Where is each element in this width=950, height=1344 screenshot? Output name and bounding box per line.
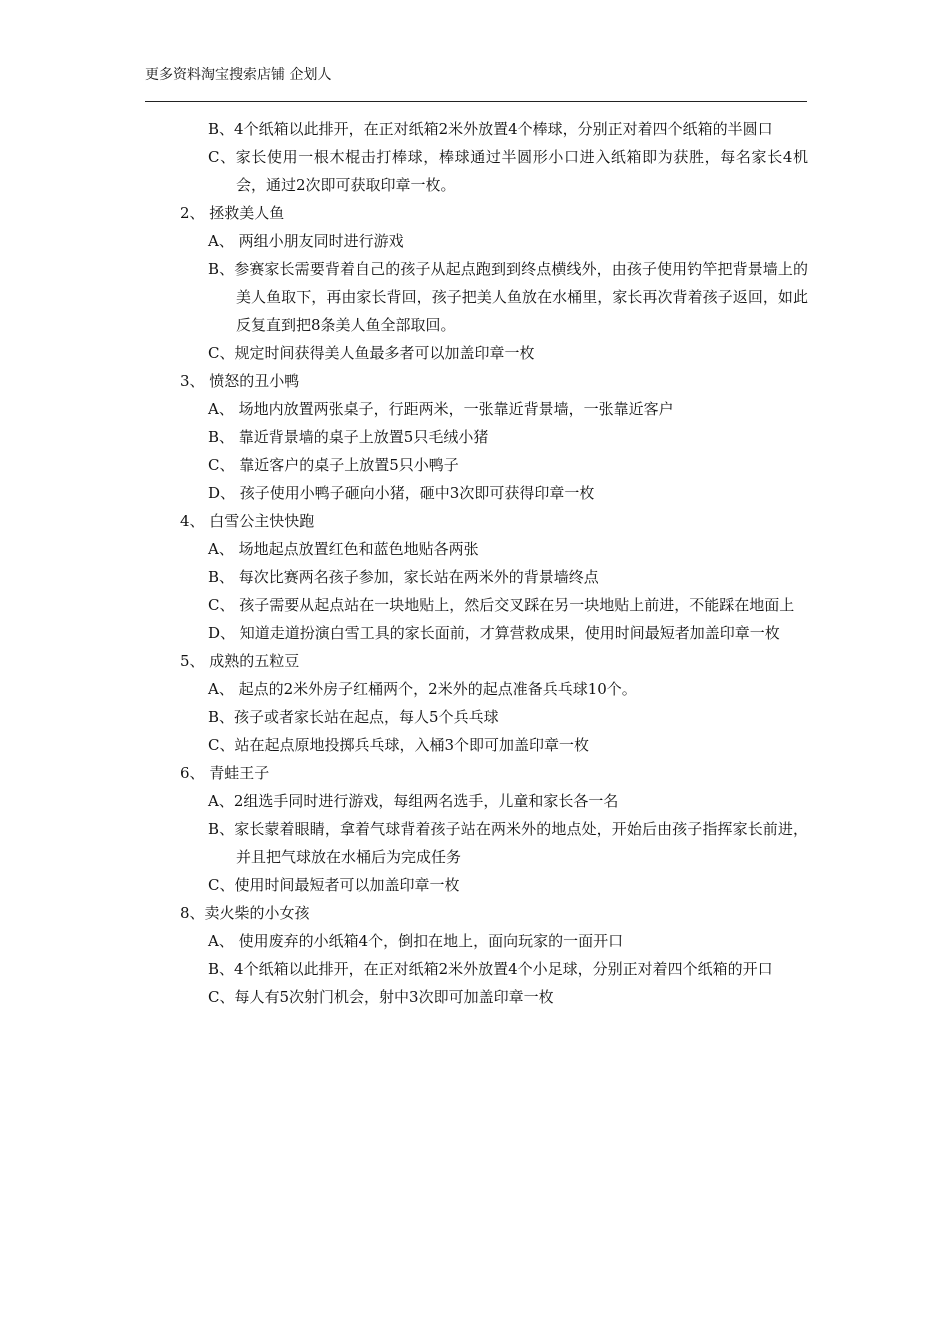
list-item: C、家长使用一根木棍击打棒球，棒球通过半圆形小口进入纸箱即为获胜，每名家长4机会，通过2次即可获取印章一枚。	[208, 148, 808, 194]
list-item: C、规定时间获得美人鱼最多者可以加盖印章一枚	[208, 344, 535, 362]
list-item: C、使用时间最短者可以加盖印章一枚	[208, 876, 460, 894]
section-heading: 6、 青蛙王子	[180, 764, 270, 782]
section-heading: 4、 白雪公主快快跑	[180, 512, 315, 530]
list-item: B、 靠近背景墙的桌子上放置5只毛绒小猪	[208, 428, 489, 446]
list-item: B、4个纸箱以此排开，在正对纸箱2米外放置4个小足球，分别正对着四个纸箱的开口	[208, 960, 773, 978]
document-body	[0, 115, 950, 1011]
list-item: A、 两组小朋友同时进行游戏	[208, 232, 404, 250]
list-item: B、孩子或者家长站在起点，每人5个兵乓球	[208, 708, 499, 726]
list-item: C、每人有5次射门机会，射中3次即可加盖印章一枚	[208, 988, 554, 1006]
section-heading: 8、卖火柴的小女孩	[180, 904, 310, 922]
list-item: D、 孩子使用小鸭子砸向小猪，砸中3次即可获得印章一枚	[208, 484, 595, 502]
list-item: A、 起点的2米外房子红桶两个，2米外的起点准备兵乓球10个。	[208, 680, 637, 698]
list-item: A、 使用废弃的小纸箱4个，倒扣在地上，面向玩家的一面开口	[208, 932, 624, 950]
list-item: B、家长蒙着眼睛，拿着气球背着孩子站在两米外的地点处，开始后由孩子指挥家长前进，并且把气球放在水桶后为完成任务	[208, 820, 808, 866]
list-item: C、 孩子需要从起点站在一块地贴上，然后交叉踩在另一块地贴上前进，不能踩在地面上	[208, 596, 795, 614]
list-item: A、2组选手同时进行游戏，每组两名选手，儿童和家长各一名	[208, 792, 619, 810]
header-rule	[145, 101, 807, 102]
list-item: A、 场地内放置两张桌子，行距两米，一张靠近背景墙，一张靠近客户	[208, 400, 674, 418]
section-heading: 2、 拯救美人鱼	[180, 204, 285, 222]
list-item: B、4个纸箱以此排开，在正对纸箱2米外放置4个棒球，分别正对着四个纸箱的半圆口	[208, 120, 773, 138]
list-item: D、 知道走道扮演白雪工具的家长面前，才算营救成果，使用时间最短者加盖印章一枚	[208, 624, 780, 642]
list-item: B、参赛家长需要背着自己的孩子从起点跑到到终点横线外，由孩子使用钓竿把背景墙上的美人鱼取下，再由家长背回，孩子把美人鱼放在水桶里，家长再次背着孩子返回，如此反复直到把8条美人鱼全部取回。	[208, 260, 808, 334]
list-item: A、 场地起点放置红色和蓝色地贴各两张	[208, 540, 479, 558]
page-header: 更多资料淘宝搜索店铺 企划人	[145, 67, 332, 83]
list-item: B、 每次比赛两名孩子参加，家长站在两米外的背景墙终点	[208, 568, 599, 586]
section-heading: 3、 愤怒的丑小鸭	[180, 372, 300, 390]
section-heading: 5、 成熟的五粒豆	[180, 652, 300, 670]
list-item: C、 靠近客户的桌子上放置5只小鸭子	[208, 456, 459, 474]
list-item: C、站在起点原地投掷兵乓球，入桶3个即可加盖印章一枚	[208, 736, 590, 754]
